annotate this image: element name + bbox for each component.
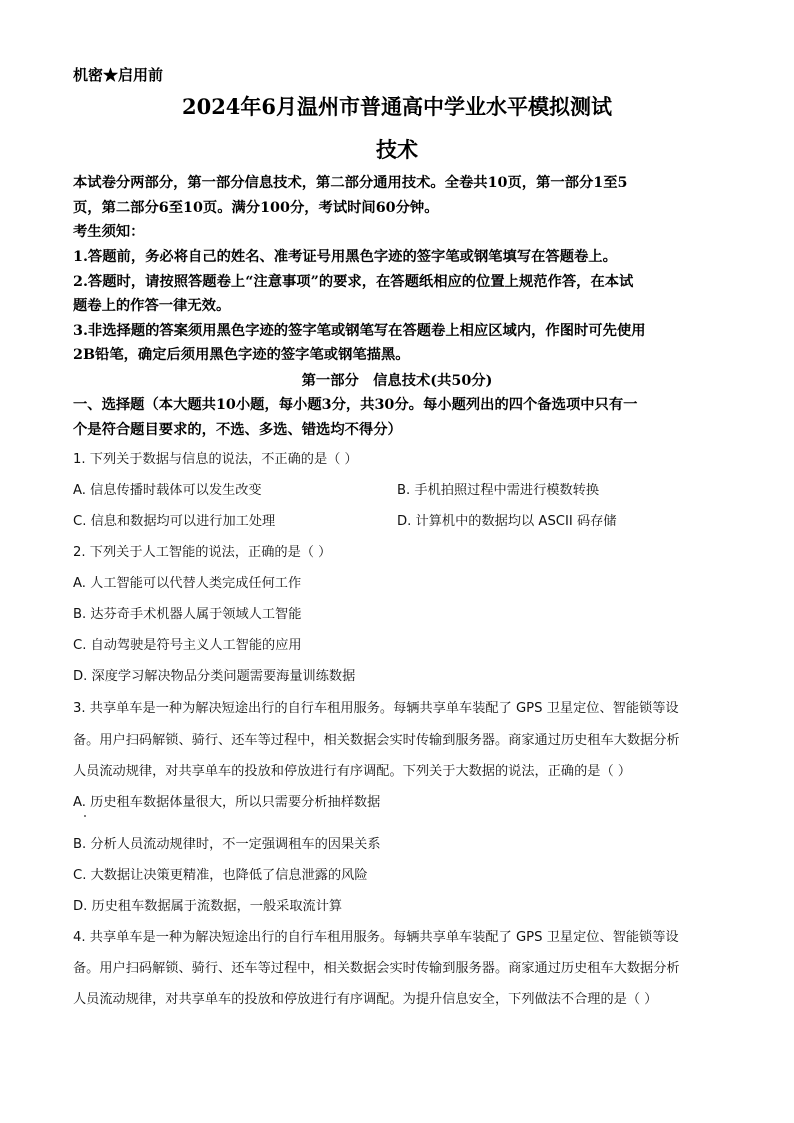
question-1-stem: 1. 下列关于数据与信息的说法，不正确的是（ ） [73,452,358,467]
question-2-option-a: A. 人工智能可以代替人类完成任何工作 [73,576,302,591]
question-1-option-b: B. 手机拍照过程中需进行模数转换 [397,483,600,498]
question-4-stem-line-1: 4. 共享单车是一种为解决短途出行的自行车租用服务。每辆共享单车装配了 GPS 卫星定位、智能锁等设 [73,930,679,945]
stray-dot-mark [84,815,86,817]
question-4-stem-line-3: 人员流动规律，对共享单车的投放和停放进行有序调配。为提升信息安全，下列做法不合理的是（ ） [73,992,658,1007]
section-heading-line-2: 个是符合题目要求的，不选、多选、错选均不得分） [73,422,402,438]
intro-line-1: 本试卷分两部分，第一部分信息技术，第二部分通用技术。全卷共10页，第一部分1至5 [73,175,628,191]
question-2-stem: 2. 下列关于人工智能的说法，正确的是（ ） [73,545,332,560]
subject-title: 技术 [376,137,418,162]
secret-label: 机密★启用前 [73,66,164,84]
question-3-stem-line-2: 备。用户扫码解锁、骑行、还车等过程中，相关数据会实时传输到服务器。商家通过历史租车大数据分析 [73,733,680,748]
part1-heading: 第一部分 信息技术(共50分) [301,373,493,389]
section-heading-line-1: 一、选择题（本大题共10小题，每小题3分，共30分。每小题列出的四个备选项中只有一 [73,397,638,413]
question-1-option-c: C. 信息和数据均可以进行加工处理 [73,514,276,529]
question-1-option-d: D. 计算机中的数据均以 ASCII 码存储 [397,514,617,529]
notice-2-line-2: 题卷上的作答一律无效。 [73,298,231,314]
notice-1: 1.答题前，务必将自己的姓名、准考证号用黑色字迹的签字笔或钢笔填写在答题卷上。 [73,249,617,265]
notice-label: 考生须知： [73,224,145,240]
exam-title: 2024年6月温州市普通高中学业水平模拟测试 [181,94,613,119]
question-2-option-c: C. 自动驾驶是符号主义人工智能的应用 [73,638,302,653]
question-3-option-d: D. 历史租车数据属于流数据，一般采取流计算 [73,899,343,914]
question-1-option-a: A. 信息传播时载体可以发生改变 [73,483,262,498]
question-3-option-c: C. 大数据让决策更精准，也降低了信息泄露的风险 [73,868,368,883]
notice-3-line-2: 2B铅笔，确定后须用黑色字迹的签字笔或钢笔描黑。 [73,347,410,363]
question-3-stem-line-3: 人员流动规律，对共享单车的投放和停放进行有序调配。下列关于大数据的说法，正确的是（ ） [73,764,632,779]
notice-3-line-1: 3.非选择题的答案须用黑色字迹的签字笔或钢笔写在答题卷上相应区域内，作图时可先使用 [73,323,646,339]
question-2-option-d: D. 深度学习解决物品分类问题需要海量训练数据 [73,669,356,684]
question-3-option-b: B. 分析人员流动规律时，不一定强调租车的因果关系 [73,837,381,852]
question-3-option-a: A. 历史租车数据体量很大，所以只需要分析抽样数据 [73,795,381,810]
intro-line-2: 页，第二部分6至10页。满分100分，考试时间60分钟。 [73,200,439,216]
notice-2-line-1: 2.答题时，请按照答题卷上“注意事项”的要求，在答题纸相应的位置上规范作答，在本试 [73,274,634,290]
question-2-option-b: B. 达芬奇手术机器人属于领域人工智能 [73,607,302,622]
question-3-stem-line-1: 3. 共享单车是一种为解决短途出行的自行车租用服务。每辆共享单车装配了 GPS 卫星定位、智能锁等设 [73,701,679,716]
question-4-stem-line-2: 备。用户扫码解锁、骑行、还车等过程中，相关数据会实时传输到服务器。商家通过历史租车大数据分析 [73,961,680,976]
